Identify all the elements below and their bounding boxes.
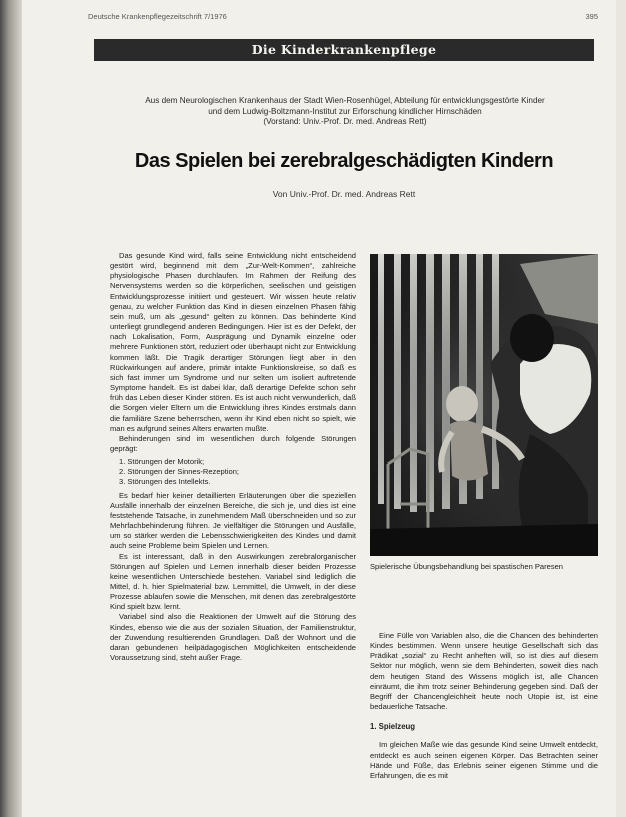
paragraph: Eine Fülle von Variablen also, die die Chancen des behinderten Kindes bestimmen. Wenn unsere heutige Gesellschaft sich das Prädikat „sozial“ zu Recht anheften will, so ist dies auf diesem Sektor nur möglich, wenn sie dem Behinderten, soweit dies nach dem heutigen Stand des Wissens möglich ist, alle Chancen einräumt, die ihm trotz seiner Behinderung gegeben sind. Daß der Begriff der Chancengleichheit heute noch Utopie ist, ist eine bedauerliche Tatsache.: [370, 631, 598, 712]
article-title: Das Spielen bei zerebralgeschädigten Kindern: [134, 150, 554, 172]
paragraph: Es bedarf hier keiner detaillierten Erläuterungen über die speziellen Ausfälle innerhalb der einzelnen Bereiche, die sich je, und dies ist eine feststehende Tatsache, in zunehmendem Maß überschneiden und so zur Mehrfachbehinderung führen. Je vielfältiger die Störungen und Ausfälle, um so stärker werden die Lebensschwierigkeiten des Kindes und damit auch seine Probleme beim Spielen und Lernen.: [110, 490, 356, 551]
byline: Von Univ.-Prof. Dr. med. Andreas Rett: [272, 189, 416, 199]
photo-illustration: [370, 254, 598, 556]
right-column: [370, 631, 598, 781]
journal-name: Deutsche Krankenpflegezeitschrift 7/1976: [88, 12, 227, 21]
list-item: 1. Störungen der Motorik;: [119, 457, 205, 467]
affiliation-line: und dem Ludwig-Boltzmann-Institut zur Erforschung kindlicher Hirnschäden: [208, 106, 482, 116]
section-heading: 1. Spielzeug: [370, 722, 416, 732]
affiliation-line: (Vorstand: Univ.-Prof. Dr. med. Andreas Rett): [263, 117, 427, 126]
affiliation: [100, 96, 590, 128]
paragraph: Das gesunde Kind wird, falls seine Entwicklung nicht entscheidend gestört wird, beginnend mit dem „Zur-Welt-Kommen“, zahlreiche physiologische Phasen durchlaufen. Im Rahmen der Reifung des Nervensystems werden so die körperlichen, seelischen und geistigen Entwicklungsprozesse initiiert und gesteuert. Wir wissen heute relativ genau, zu welcher Funktion das Kind in diesen einzelnen Phasen fähig sein muß, um als „gesund“ gelten zu können. Das behinderte Kind unterliegt grundlegend anderen Bedingungen. Hier ist es der Defekt, der nach Lokalisation, Form, Ausprägung und Dynamik einzelne oder mehrere Funktionen stört, reduziert oder überhaupt nicht zur Entwicklung kommen läßt. Die Tragik derartiger Störungen liegt aber in den Rückwirkungen auf andere, primär intakte Funktionskreise, so daß es sich fast immer um Syndrome und nur selten um isoliert auftretende Symptome handelt. Es ist dabei klar, daß derartige Defekte schon sehr früh das Leben dieser Kinder stören. Es ist auch nicht verwunderlich, daß die Sorgen vieler Eltern um die Entwicklung ihres Kindes erstmals dann die familiäre Szene beherrschen, wenn ihr Kind eben nicht so spielt, wie man es aufgrund seines Alters erwarten mußte.: [110, 251, 356, 433]
paragraph: Variabel sind also die Reaktionen der Umwelt auf die Störung des Kindes, ebenso wie die aus der sozialen Situation, der Familienstruktur, der Zuwendung resultierenden Grundlagen. Daß der Wohnort und die daran gebundenen heilpädagogischen Möglichkeiten entscheidende Voraussetzung sind, steht außer Frage.: [110, 612, 356, 663]
book-spine-shadow: [0, 0, 22, 817]
photo-child-therapy: [370, 254, 598, 556]
paragraph: Es ist interessant, daß in den Auswirkungen zerebralorganischer Störungen auf Spielen und Lernen innerhalb dieser beiden Prozesse keine wesentlichen Unterschiede bestehen. Variabel sind lediglich die Mittel, d. h. hier Spielmaterial bzw. Lernmittel, die Umwelt, in der diese Prozesse ablaufen sowie die Menschen, mit denen das zerebralgestörte Kind spielt bzw. lernt.: [110, 551, 356, 612]
page-number: 395: [585, 12, 598, 21]
paragraph: Im gleichen Maße wie das gesunde Kind seine Umwelt entdeckt, entdeckt es auch seinen eigenen Körper. Das Betrachten seiner Hände und Füße, das Erlebnis seiner eigenen Stimme und die Erfahrungen, die es mit: [370, 740, 598, 780]
list-item: 2. Störungen der Sinnes-Rezeption;: [119, 467, 239, 477]
list-item: 3. Störungen des Intellekts.: [119, 477, 211, 487]
disorder-list: [110, 457, 356, 487]
paragraph: Behinderungen sind im wesentlichen durch folgende Störungen geprägt:: [110, 433, 356, 453]
section-banner: Die Kinderkrankenpflege: [94, 39, 594, 61]
affiliation-line: Aus dem Neurologischen Krankenhaus der Stadt Wien-Rosenhügel, Abteilung für entwicklungsgestörte Kinder: [145, 96, 545, 105]
figure-caption: Spielerische Übungsbehandlung bei spastischen Paresen: [370, 562, 563, 571]
left-column: [110, 251, 356, 663]
